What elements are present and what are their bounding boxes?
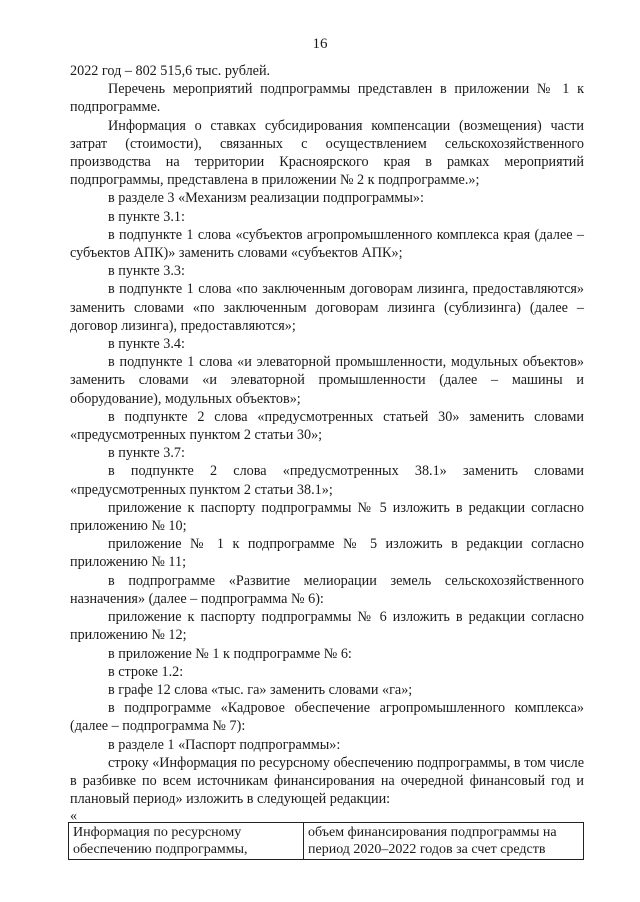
paragraph: в подпункте 2 слова «предусмотренных 38.1» заменить словами «предусмотренных пунктом 2 статьи 38.1»; [70,463,584,498]
paragraph: приложение № 1 к подпрограмме № 5 изложить в редакции согласно приложению № 11; [70,536,584,571]
paragraph: в приложение № 1 к подпрограмме № 6: [108,645,352,662]
table-cell-label: Информация по ресурсному обеспечению подпрограммы, [69,823,304,860]
paragraph: в подпрограмме «Кадровое обеспечение агропромышленного комплекса» (далее – подпрограмма № 7): [70,700,584,735]
quote-mark: « [70,808,78,825]
table-cell-value: объем финансирования подпрограммы на период 2020–2022 годов за счет средств [304,823,584,860]
paragraph: в подпункте 1 слова «субъектов агропромышленного комплекса края (далее – субъектов АПК)» заменить словами «субъектов АПК»; [70,226,584,262]
paragraph: приложение к паспорту подпрограммы № 5 изложить в редакции согласно приложению № 10; [70,499,584,535]
paragraph: в пункте 3.4: [108,336,185,353]
paragraph: в разделе 1 «Паспорт подпрограммы»: [108,736,341,753]
paragraph: в подпункте 1 слова «по заключенным договорам лизинга, предоставляются» заменить словами «по заключенным договорам лизинга (сублизинга) (далее – договор лизинга), предоставляются»; [70,281,584,334]
paragraph: в разделе 3 «Механизм реализации подпрограммы»: [108,190,424,207]
paragraph: в пункте 3.3: [108,263,185,280]
paragraph: Перечень мероприятий подпрограммы представлен в приложении № 1 к подпрограмме. [70,81,584,116]
paragraph: Информация о ставках субсидирования компенсации (возмещения) части затрат (стоимости), связанных с осуществлением сельскохозяйственного производства на территории Красноярского края в рамках мероприятий подпрограммы, представлена в приложении № 2 к подпрограмме.»; [70,117,584,189]
paragraph: 2022 год – 802 515,6 тыс. рублей. [70,63,271,79]
paragraph: в подпункте 2 слова «предусмотренных статьей 30» заменить словами «предусмотренных пунктом 2 статьи 30»; [70,408,584,444]
document-body [70,62,584,860]
table-row [69,823,584,860]
paragraph: в пункте 3.1: [108,208,185,225]
paragraph: строку «Информация по ресурсному обеспечению подпрограммы, в том числе в разбивке по всем источникам финансирования на очередной финансовый год и плановый период» изложить в следующей редакции: [70,754,584,808]
paragraph: в пункте 3.7: [108,445,185,462]
paragraph: приложение к паспорту подпрограммы № 6 изложить в редакции согласно приложению № 12; [70,609,584,644]
paragraph: в графе 12 слова «тыс. га» заменить словами «га»; [108,681,413,698]
paragraph: в строке 1.2: [108,663,184,680]
resource-table [68,822,584,860]
paragraph: в подпрограмме «Развитие мелиорации земель сельскохозяйственного назначения» (далее – подпрограмма № 6): [70,572,584,607]
paragraph: в подпункте 1 слова «и элеваторной промышленности, модульных объектов» заменить словами «и элеваторной промышленности (далее – машины и оборудование), модульных объектов»; [70,354,584,407]
page-number: 16 [312,36,328,52]
